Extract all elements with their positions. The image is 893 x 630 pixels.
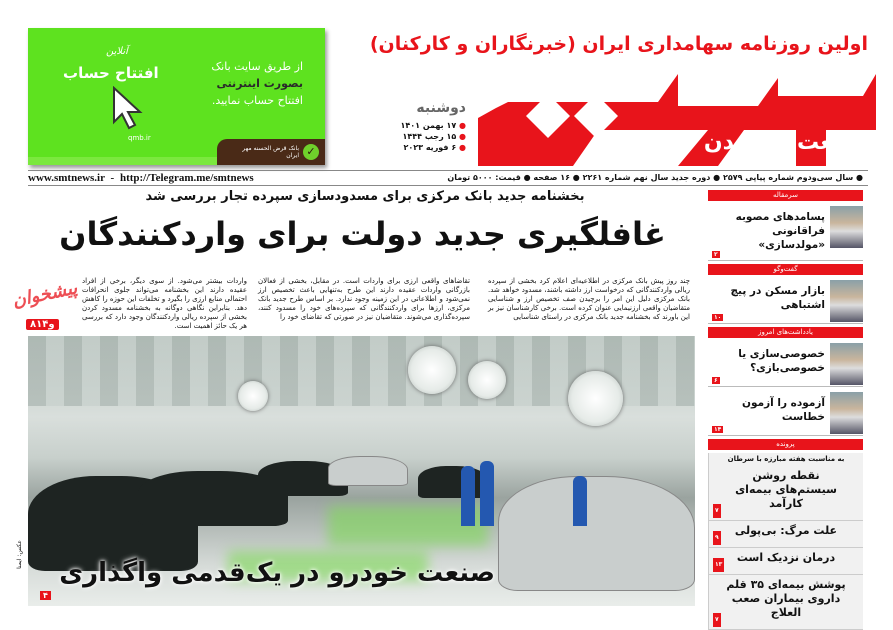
page-ref: ۱۰ [714,314,722,321]
page-ref: ۲ [714,251,718,258]
section-editorial: سرمقاله [708,190,863,201]
item-title: پوشش بیمه‌ای ۳۵ قلم داروی بیماران صعب العلاج [726,578,846,619]
lead-column-3: واردات بیشتر می‌شود. از سوی دیگر، برخی از افراد عقیده دارند این بخشنامه می‌تواند جلوی انحرافات احتمالی منابع ارزی را بگیرد و تخلفات این حوزه را کاهش دهد. بنابراین نگاهی دوگانه به بخشنامه مسدود کردن بخشی از سپرده ریالی واردکنندگان وجود دارد که بررسی هر یک حائز اهمیت است. [82,277,247,330]
author-photo [830,392,863,434]
date-block [400,100,466,153]
lead-column-2: تقاضاهای واقعی ارزی برای واردات است. در مقابل، بخشی از فعالان بازرگانی واردات عقیده دارند این طرح به‌تنهایی باعث تخصیص ارز نمی‌شود و اطلاعاتی در این زمینه وجود ندارد. بر اساس طرح جدید بانک مرکزی، ارزها برای واردکنندگانی که سپرده‌های خود را مسدود کنند، سپرده‌گذاری می‌شوند. متقاضیان نیز در صورتی که تقاضای خود را [258,277,470,321]
car-showroom-photo[interactable] [28,336,695,606]
dossier-box [708,453,863,630]
item-title: نقطه روشن سیستم‌های بیمه‌ای کارآمد [735,469,837,510]
sidebar [708,190,863,630]
item-title: علت مرگ: بی‌پولی [734,524,838,537]
dossier-item[interactable] [709,575,863,630]
masthead-tagline: اولین روزنامه سهامداری ایران (خبرنگاران و کارکنان) [369,33,868,55]
dossier-item[interactable] [709,548,863,575]
author-photo [830,343,863,385]
logo-words: صنعت معدن تجارت [601,130,863,155]
worker [480,461,494,526]
photo-credit: عکس: ایمنا [16,540,23,569]
item-title: آزموده را آزمون خطاست [742,397,825,423]
worker [461,466,475,526]
issue-info: ● سال سی‌ودوم شماره پیاپی ۲۵۷۹ ● دوره جدید سال نهم شماره ۲۲۶۱ ● ۱۶ صفحه ● قیمت: ۵۰۰۰ تومان [447,173,863,182]
date-gregorian: ● ۶ فوریه ۲۰۲۳ [400,142,466,153]
page-ref-badge: ۸و۱۴ [26,319,59,330]
photo-headline[interactable]: صنعت خودرو در یک‌قدمی واگذاری [59,558,495,588]
date-persian: ● ۱۷ بهمن ۱۴۰۱ [400,120,466,131]
section-interview: گفت‌وگو [708,264,863,275]
worker [573,476,587,526]
page-ref: ۶ [714,377,718,384]
ad-url: qmb.ir [128,134,151,142]
ad-line-2: بصورت اینترنتی [216,77,303,90]
bank-advertisement[interactable] [28,28,325,165]
page-ref: ۷ [713,504,721,518]
ad-bank-strip [217,139,325,165]
checkmark-icon: ✓ [303,144,319,160]
ad-online-label: آنلاین [106,46,128,57]
lead-column-1: چند روز پیش بانک مرکزی در اطلاعیه‌ای اعلام کرد بخشی از سپرده ریالی واردکنندگانی که درخواست ارز داشته باشند، مسدود خواهد شد. بانک مرکزی دلیل این امر را برچیدن صف تخصیص ارز و شناسایی متقاضیان واقعی ارزنیمایی عنوان کرده است. برخی کارشناسان نیز بر این باورند که بخشنامه جدید بانک مرکزی در راستای شناسایی [488,277,690,321]
website-links[interactable]: www.smtnews.ir - http://Telegram.me/smtnews [28,172,254,184]
author-photo [830,206,863,248]
item-title: خصوصی‌سازی یا خصوصی‌بازی؟ [738,348,825,374]
dossier-intro: به مناسبت هفته مبارزه با سرطان [727,455,845,463]
item-title: درمان نزدیک است [736,551,836,564]
ad-band [28,157,218,165]
ad-bank-name: بانک قرض الحسنه مهر ایران [242,145,299,159]
item-title: پسامدهای مصوبه فراقانونی «مولدسازی» [735,211,825,251]
divider [28,185,868,186]
ad-line-3: افتتاح حساب نمایید. [211,94,303,107]
ad-main-label: افتتاح حساب [63,64,159,82]
lead-subtitle: بخشنامه جدید بانک مرکزی برای مسدودسازی سپرده تجار بررسی شد [145,189,585,204]
sidebar-item[interactable] [708,278,863,324]
page-ref: ۹ [713,531,721,545]
page-ref: ۱۴ [714,426,722,433]
page-ref-badge: ۴ [40,591,51,600]
page-ref: ۱۳ [713,558,724,572]
sidebar-item[interactable] [708,390,863,436]
divider [28,170,868,171]
page-ref: ۷ [713,613,721,627]
sidebar-item[interactable] [708,204,863,261]
section-notes: یادداشت‌های امروز [708,327,863,338]
date-hijri: ● ۱۵ رجب ۱۴۴۴ [400,131,466,142]
lead-headline[interactable]: غافلگیری جدید دولت برای واردکنندگان [59,215,666,253]
dossier-item[interactable] [709,521,863,548]
section-dossier: پرونده [708,439,863,450]
author-photo [830,280,863,322]
item-title: بازار مسکن در پیچ اشتباهی [730,285,825,311]
weekday: دوشنبه [416,100,466,116]
ad-line-1: از طریق سایت بانک [211,60,303,73]
dossier-item[interactable] [709,466,863,521]
cursor-icon [112,86,146,132]
sidebar-item[interactable] [708,341,863,387]
watermark: پیشخوان [10,277,80,312]
